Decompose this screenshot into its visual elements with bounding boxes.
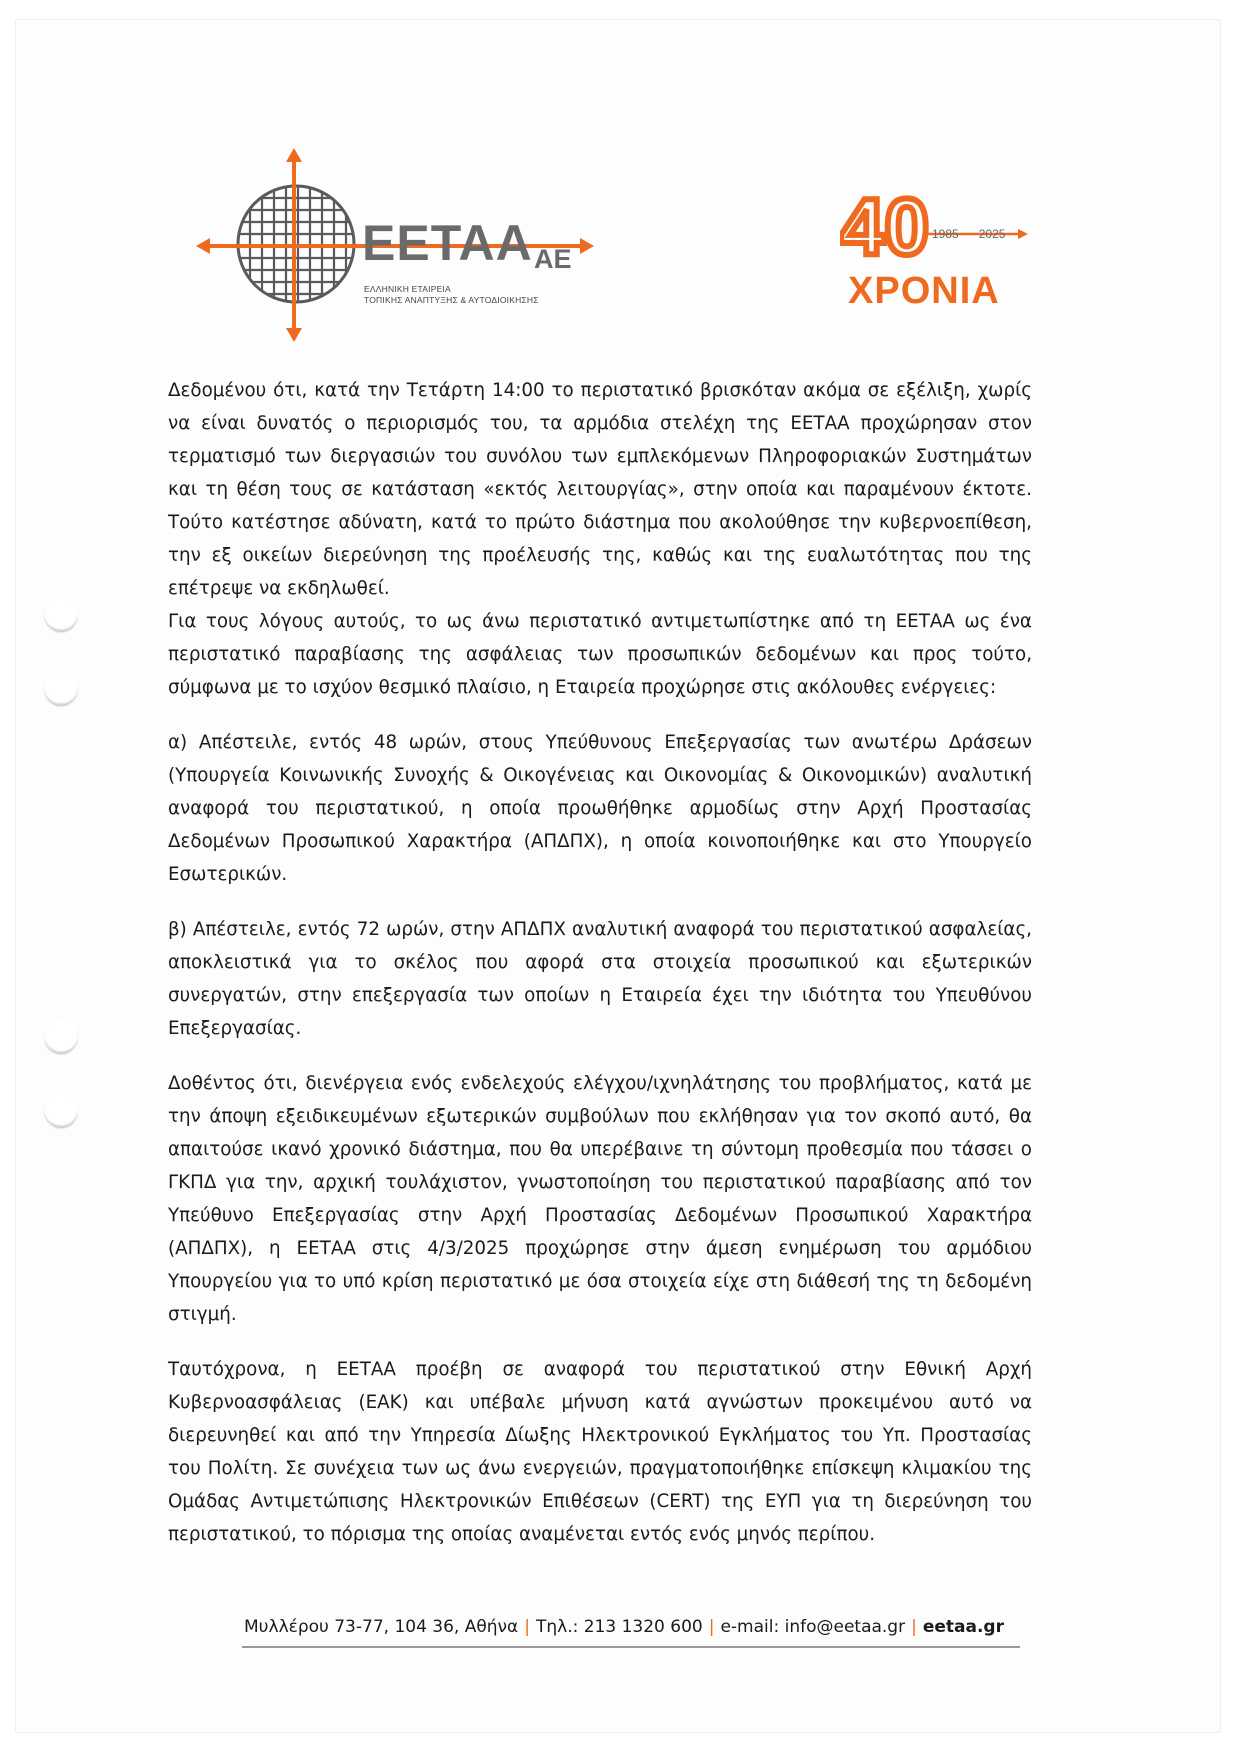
body-paragraph-5: Δοθέντος ότι, διενέργεια ενός ενδελεχούς ελέγχου/ιχνηλάτησης του προβλήματος, κατά με την άποψη εξειδικευμένων εξωτερικών συμβούλων που εκλήθησαν για τον σκοπό αυτό, θα απαιτούσε ικανό χρονικό διάστημα, που θα υπερέβαινε τη σύντομη προθεσμία που τάσσει ο ΓΚΠΔ για την, αρχική τουλάχιστον, γνωστοποίηση του περιστατικού παραβίασης από τον Υπεύθυνο Επεξεργασίας στην Αρχή Προστασίας Δεδομένων Προσωπικού Χαρακτήρα (ΑΠΔΠΧ), η ΕΕΤΑΑ στις 4/3/2025 προχώρησε στην άμεση ενημέρωση του αρμόδιου Υπουργείου για το υπό κρίση περιστατικό με όσα στοιχεία είχε στη διάθεσή της τη δεδομένη στιγμή. [168,1073,1032,1325]
forty-year-range [932,228,1005,240]
punch-hole [44,598,78,632]
year-start: 1985 [932,227,959,241]
body-paragraph-2: Για τους λόγους αυτούς, το ως άνω περιστατικό αντιμετωπίστηκε από τη ΕΕΤΑΑ ως ένα περιστατικό παραβίασης της ασφάλειας των προσωπικών δεδομένων και προς τούτο, σύμφωνα με το ισχύον θεσμικό πλαίσιο, η Εταιρεία προχώρησε στις ακόλουθες ενέργειες: [168,611,1032,698]
eetaa-subtitle-line2: ΤΟΠΙΚΗΣ ΑΝΑΠΤΥΞΗΣ & ΑΥΤΟΔΙΟΙΚΗΣΗΣ [364,295,539,305]
punch-hole [44,1020,78,1054]
eetaa-wordmark: EETAA [362,215,533,271]
forty-years-logo [840,190,1030,262]
footer-phone: Τηλ.: 213 1320 600 [535,1617,703,1637]
footer-address: Μυλλέρου 73-77, 104 36, Αθήνα [244,1617,519,1637]
footer-website: eetaa.gr [922,1617,1004,1637]
eetaa-subtitle [364,284,539,306]
punch-hole [44,672,78,706]
body-paragraph-4: β) Απέστειλε, εντός 72 ωρών, στην ΑΠΔΠΧ αναλυτική αναφορά του περιστατικού ασφαλείας, αποκλειστικά για το σκέλος που αφορά στα στοιχεία προσωπικού και εξωτερικών συνεργατών, στην επεξεργασία των οποίων η Εταιρεία έχει την ιδιότητα του Υπευθύνου Επεξεργασίας. [168,919,1032,1039]
year-end: 2025 [978,227,1006,241]
body-paragraph-6: Ταυτόχρονα, η ΕΕΤΑΑ προέβη σε αναφορά του περιστατικού στην Εθνική Αρχή Κυβερνοασφάλειας (ΕΑΚ) και υπέβαλε μήνυση κατά αγνώστων προκειμένου αυτό να διερευνηθεί και από την Υπηρεσία Δίωξης Ηλεκτρονικού Εγκλήματος του Υπ. Προστασίας του Πολίτη. Σε συνέχεια των ως άνω ενεργειών, πραγματοποιήθηκε επίσκεψη κλιμακίου της Ομάδας Αντιμετώπισης Ηλεκτρονικών Επιθέσεων (CERT) της ΕΥΠ για τη διερεύνηση του περιστατικού, το πόρισμα της οποίας αναμένεται εντός ενός μηνός περίπου. [168,1359,1032,1545]
body-paragraph-1: Δεδομένου ότι, κατά την Τετάρτη 14:00 το περιστατικό βρισκόταν ακόμα σε εξέλιξη, χωρίς να είναι δυνατός ο περιορισμός του, τα αρμόδια στελέχη της ΕΕΤΑΑ προχώρησαν στον τερματισμό των διεργασιών του συνόλου των εμπλεκόμενων Πληροφοριακών Συστημάτων και τη θέση τους σε κατάσταση «εκτός λειτουργίας», στην οποία και παραμένουν έκτοτε. Τούτο κατέστησε αδύνατη, κατά το πρώτο διάστημα που ακολούθησε την κυβερνοεπίθεση, την εξ οικείων διερεύνηση της προέλευσής της, καθώς και της ευαλωτότητας που της επέτρεψε να εκδηλωθεί. [168,380,1032,599]
eetaa-subtitle-line1: ΕΛΛΗΝΙΚΗ ΕΤΑΙΡΕΙΑ [364,284,451,294]
footer-email: e-mail: info@eetaa.gr [720,1617,906,1637]
punch-hole [44,1094,78,1128]
footer-separator: | [911,1617,917,1637]
body-paragraph-3: α) Απέστειλε, εντός 48 ωρών, στους Υπεύθυνους Επεξεργασίας των ανωτέρω Δράσεων (Υπουργεία Κοινωνικής Συνοχής & Οικογένειας και Οικονομίας & Οικονομικών) αναλυτική αναφορά του περιστατικού, η οποία προωθήθηκε αρμοδίως στην Αρχή Προστασίας Δεδομένων Προσωπικού Χαρακτήρα (ΑΠΔΠΧ), η οποία κοινοποιήθηκε και στο Υπουργείο Εσωτερικών. [168,732,1032,885]
footer-divider [242,1646,1020,1648]
eetaa-suffix: AE [534,244,572,274]
forty-years-word: ΧΡΟΝΙΑ [848,270,1000,312]
document-body [168,374,1032,1551]
page-footer [244,1615,1020,1639]
forty-number: 40 [840,190,929,262]
footer-separator: | [708,1617,715,1637]
footer-separator: | [524,1617,530,1637]
